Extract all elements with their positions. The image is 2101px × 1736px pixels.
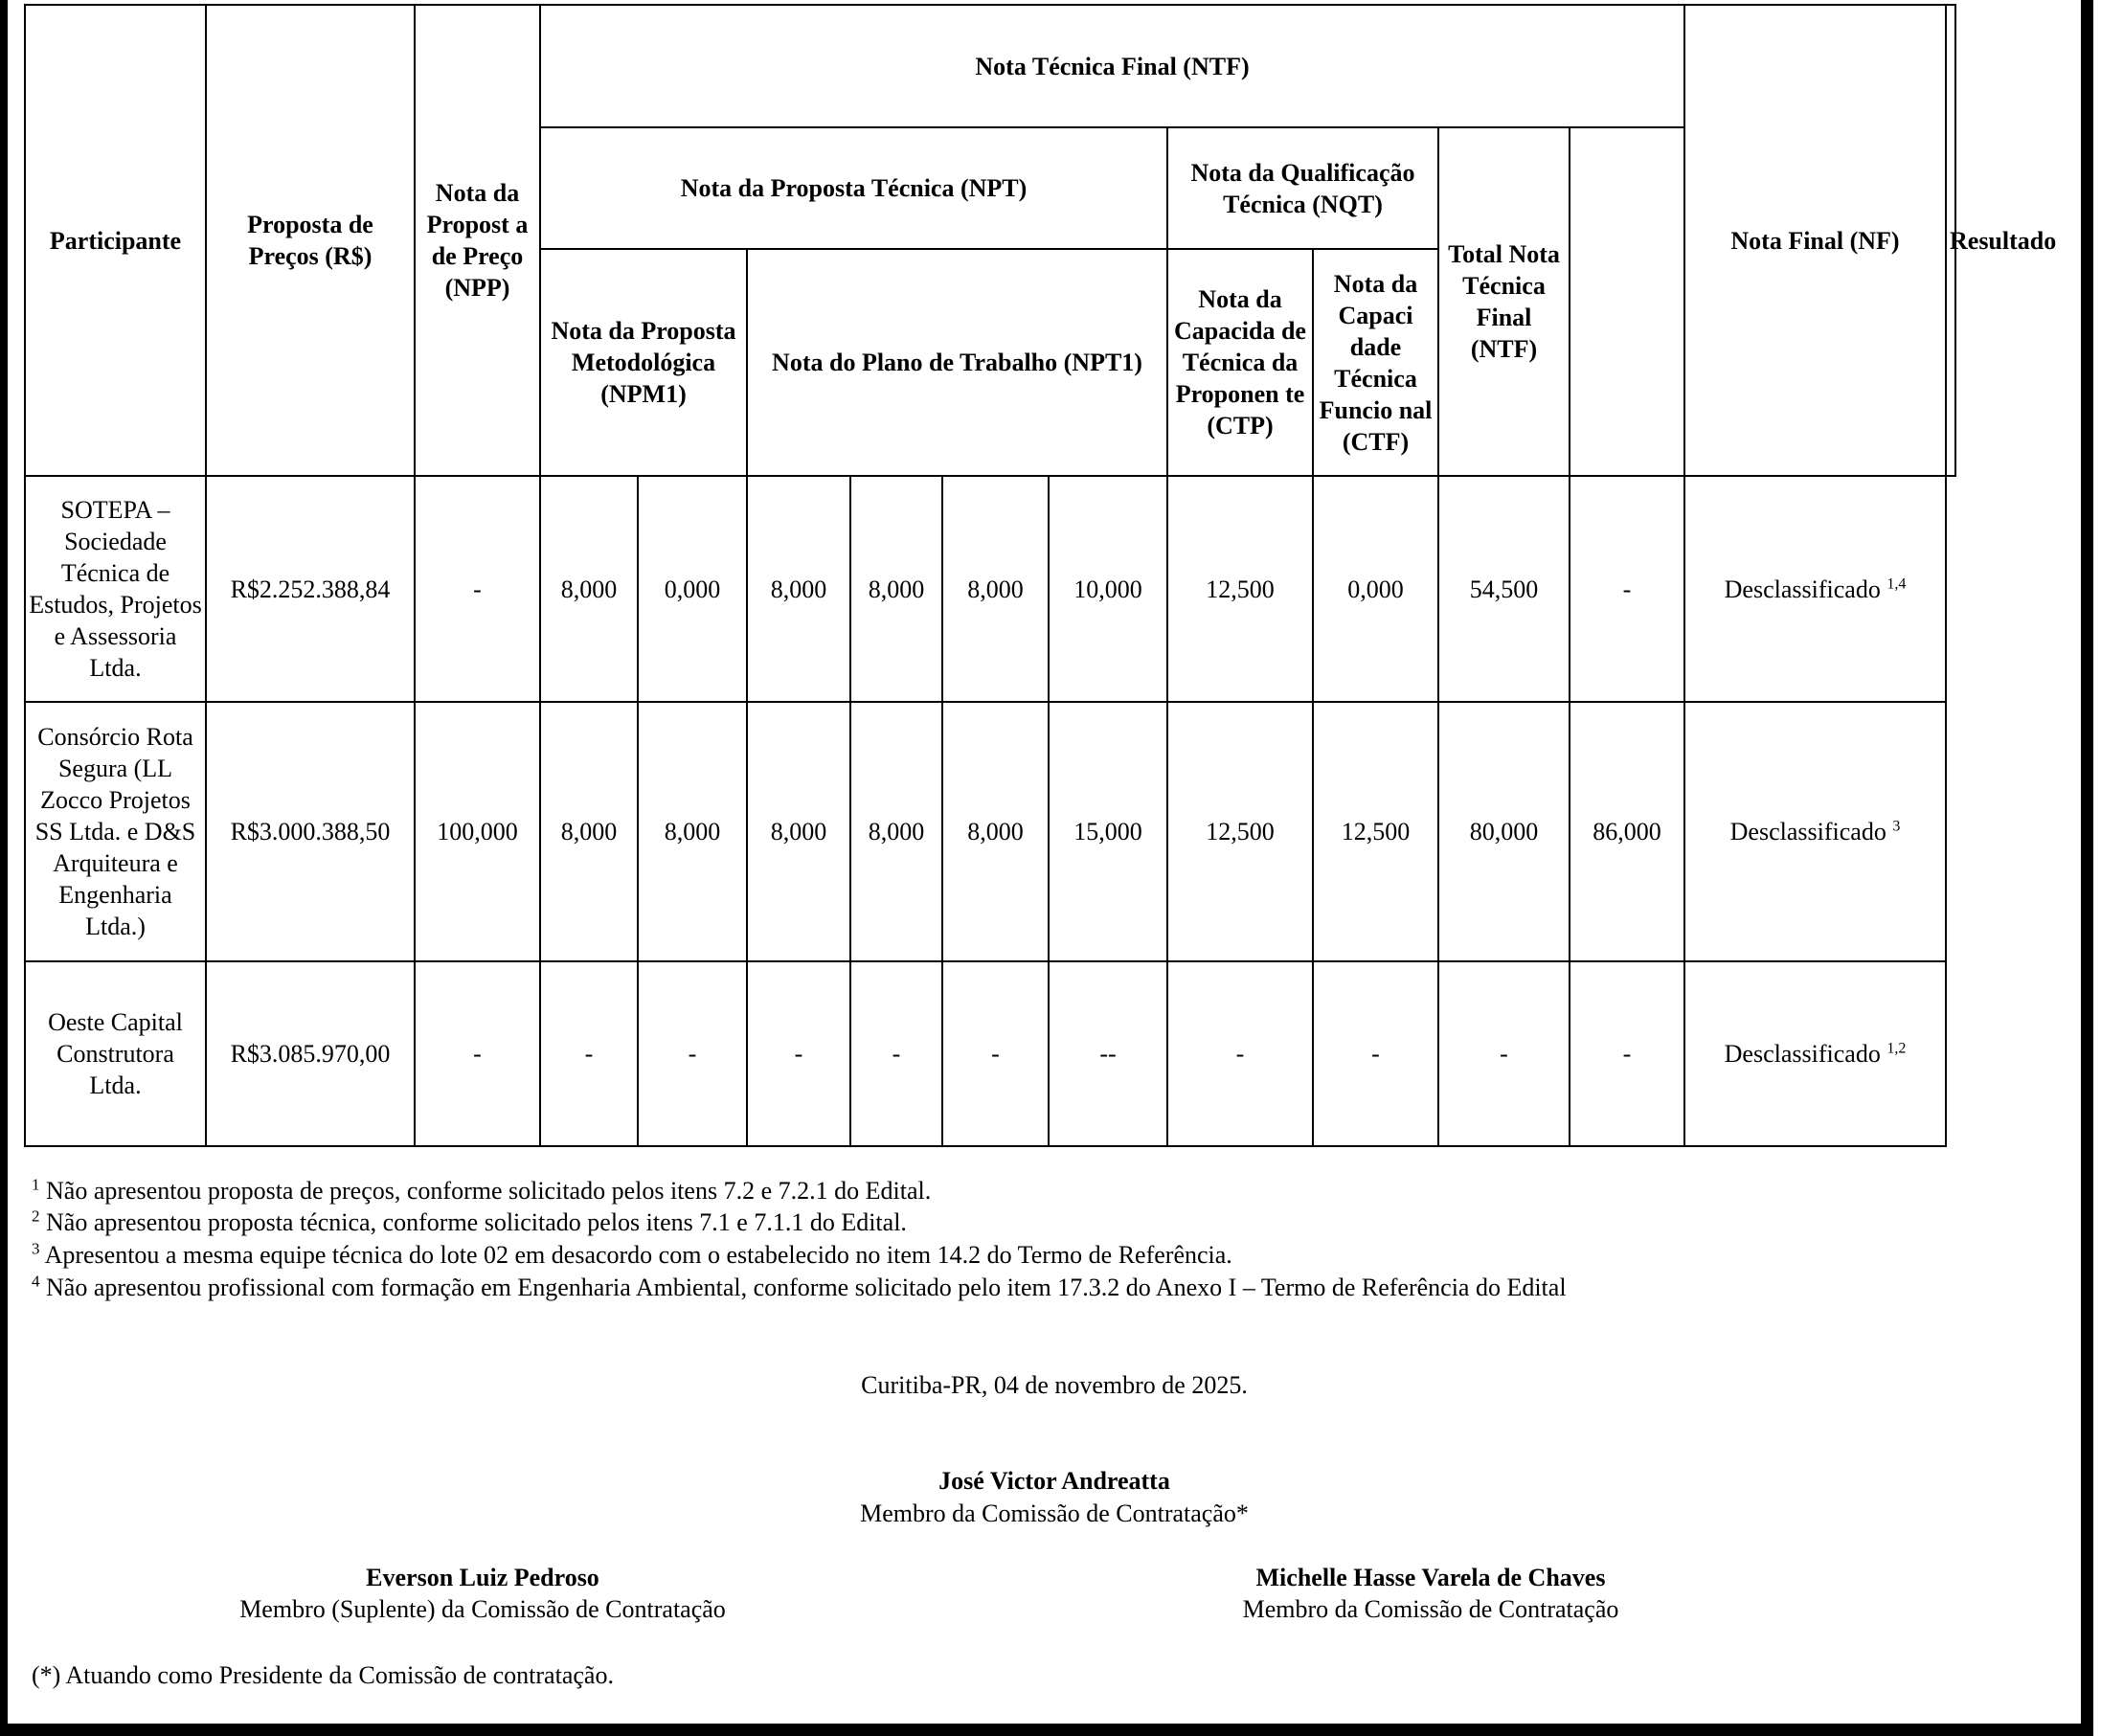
cell-npm1-b: - — [638, 961, 747, 1146]
footnote-number: 1 — [32, 1175, 40, 1194]
header-proposta-precos: Proposta de Preços (R$) — [206, 5, 415, 476]
header-npt-group: Nota da Proposta Técnica (NPT) — [540, 127, 1167, 249]
cell-resultado — [1684, 961, 1946, 1146]
header-nqt-group: Nota da Qualificação Técnica (NQT) — [1167, 127, 1438, 249]
cell-npt1-a: 8,000 — [747, 702, 850, 961]
left-signatory-name: Everson Luiz Pedroso — [366, 1564, 599, 1591]
cell-npm1-a: - — [540, 961, 638, 1146]
cell-nf: 86,000 — [1570, 702, 1684, 961]
president-name: José Victor Andreatta — [938, 1467, 1170, 1495]
cell-proposta: R$3.085.970,00 — [206, 961, 415, 1146]
cell-npp: - — [415, 961, 540, 1146]
header-npt1: Nota do Plano de Trabalho (NPT1) — [747, 249, 1167, 476]
footnote — [32, 1206, 907, 1238]
place-date: Curitiba-PR, 04 de novembro de 2025. — [861, 1371, 1248, 1399]
cell-nf: - — [1570, 961, 1684, 1146]
cell-total: 54,500 — [1438, 476, 1570, 702]
cell-npm1-a: 8,000 — [540, 476, 638, 702]
cell-npt1-b: 8,000 — [850, 476, 942, 702]
footnote-text: Não apresentou proposta de preços, conforme solicitado pelos itens 7.2 e 7.2.1 do Edital. — [46, 1177, 932, 1205]
cell-nf: - — [1570, 476, 1684, 702]
left-signatory-role: Membro (Suplente) da Comissão de Contratação — [239, 1595, 726, 1623]
cell-resultado — [1684, 702, 1946, 961]
header-nota-final: Nota Final (NF) — [1684, 5, 1946, 476]
cell-ctp: 12,500 — [1167, 702, 1313, 961]
footnote-number: 2 — [32, 1206, 40, 1226]
president-note: (*) Atuando como Presidente da Comissão de contratação. — [32, 1661, 614, 1689]
cell-npt1-c: - — [942, 961, 1049, 1146]
table-row — [25, 702, 1955, 961]
results-table — [24, 4, 2057, 1147]
cell-ctp: 12,500 — [1167, 476, 1313, 702]
cell-npm1-b: 0,000 — [638, 476, 747, 702]
cell-npt1-c: 8,000 — [942, 702, 1049, 961]
cell-npp: 100,000 — [415, 702, 540, 961]
cell-ctf: 12,500 — [1313, 702, 1438, 961]
footnote-text: Não apresentou proposta técnica, conforme solicitado pelos itens 7.1 e 7.1.1 do Edital. — [46, 1208, 907, 1236]
cell-npp: - — [415, 476, 540, 702]
footnote-number: 3 — [32, 1239, 40, 1258]
table-row — [25, 961, 1955, 1146]
resultado-text: Desclassificado — [1729, 818, 1886, 845]
cell-total: - — [1438, 961, 1570, 1146]
cell-npm1-b: 8,000 — [638, 702, 747, 961]
cell-npt1-a: 8,000 — [747, 476, 850, 702]
cell-participante: Consórcio Rota Segura (LL Zocco Projetos SS Ltda. e D&S Arquiteura e Engenharia Ltda.) — [25, 702, 206, 961]
cell-ctp: - — [1167, 961, 1313, 1146]
cell-npt1-b: 8,000 — [850, 702, 942, 961]
cell-ctf: - — [1313, 961, 1438, 1146]
resultado-footnote-ref: 1,2 — [1886, 1040, 1907, 1057]
header-ntf-group: Nota Técnica Final (NTF) — [540, 5, 1684, 127]
header-ctp: Nota da Capacida de Técnica da Proponen te (CTP) — [1167, 249, 1313, 476]
header-ctf: Nota da Capaci dade Técnica Funcio nal (CTF) — [1313, 249, 1438, 476]
cell-npm1-a: 8,000 — [540, 702, 638, 961]
cell-npt1-d: 10,000 — [1049, 476, 1167, 702]
footnote-text: Apresentou a mesma equipe técnica do lote 02 em desacordo com o estabelecido no item 14.2 do Termo de Referência. — [44, 1241, 1232, 1269]
right-signatory-name: Michelle Hasse Varela de Chaves — [1255, 1564, 1606, 1591]
right-signatory-role: Membro da Comissão de Contratação — [1242, 1595, 1619, 1623]
cell-proposta: R$2.252.388,84 — [206, 476, 415, 702]
cell-ctf: 0,000 — [1313, 476, 1438, 702]
resultado-footnote-ref: 3 — [1892, 818, 1901, 835]
resultado-footnote-ref: 1,4 — [1886, 575, 1907, 592]
resultado-text: Desclassificado — [1724, 575, 1881, 603]
footnote-number: 4 — [32, 1272, 40, 1291]
cell-npt1-d: 15,000 — [1049, 702, 1167, 961]
header-npm1: Nota da Proposta Metodológica (NPM1) — [540, 249, 747, 476]
cell-npt1-a: - — [747, 961, 850, 1146]
cell-proposta: R$3.000.388,50 — [206, 702, 415, 961]
header-resultado: Resultado — [1946, 5, 1955, 476]
resultado-text: Desclassificado — [1724, 1040, 1881, 1068]
cell-npt1-d: -- — [1049, 961, 1167, 1146]
header-participante: Participante — [25, 5, 206, 476]
cell-npt1-b: - — [850, 961, 942, 1146]
cell-participante: SOTEPA – Sociedade Técnica de Estudos, Projetos e Assessoria Ltda. — [25, 476, 206, 702]
footnote — [32, 1272, 1567, 1303]
cell-npt1-c: 8,000 — [942, 476, 1049, 702]
header-npp: Nota da Propost a de Preço (NPP) — [415, 5, 540, 476]
footnote — [32, 1239, 1232, 1271]
president-role: Membro da Comissão de Contratação* — [860, 1499, 1249, 1527]
footnote — [32, 1175, 931, 1206]
cell-resultado — [1684, 476, 1946, 702]
table-row — [25, 476, 1955, 702]
footnote-text: Não apresentou profissional com formação em Engenharia Ambiental, conforme solicitado pelo item 17.3.2 do Anexo I – Termo de Referência do Edital — [46, 1274, 1567, 1301]
cell-total: 80,000 — [1438, 702, 1570, 961]
cell-participante: Oeste Capital Construtora Ltda. — [25, 961, 206, 1146]
header-total-ntf: Total Nota Técnica Final (NTF) — [1438, 127, 1570, 476]
